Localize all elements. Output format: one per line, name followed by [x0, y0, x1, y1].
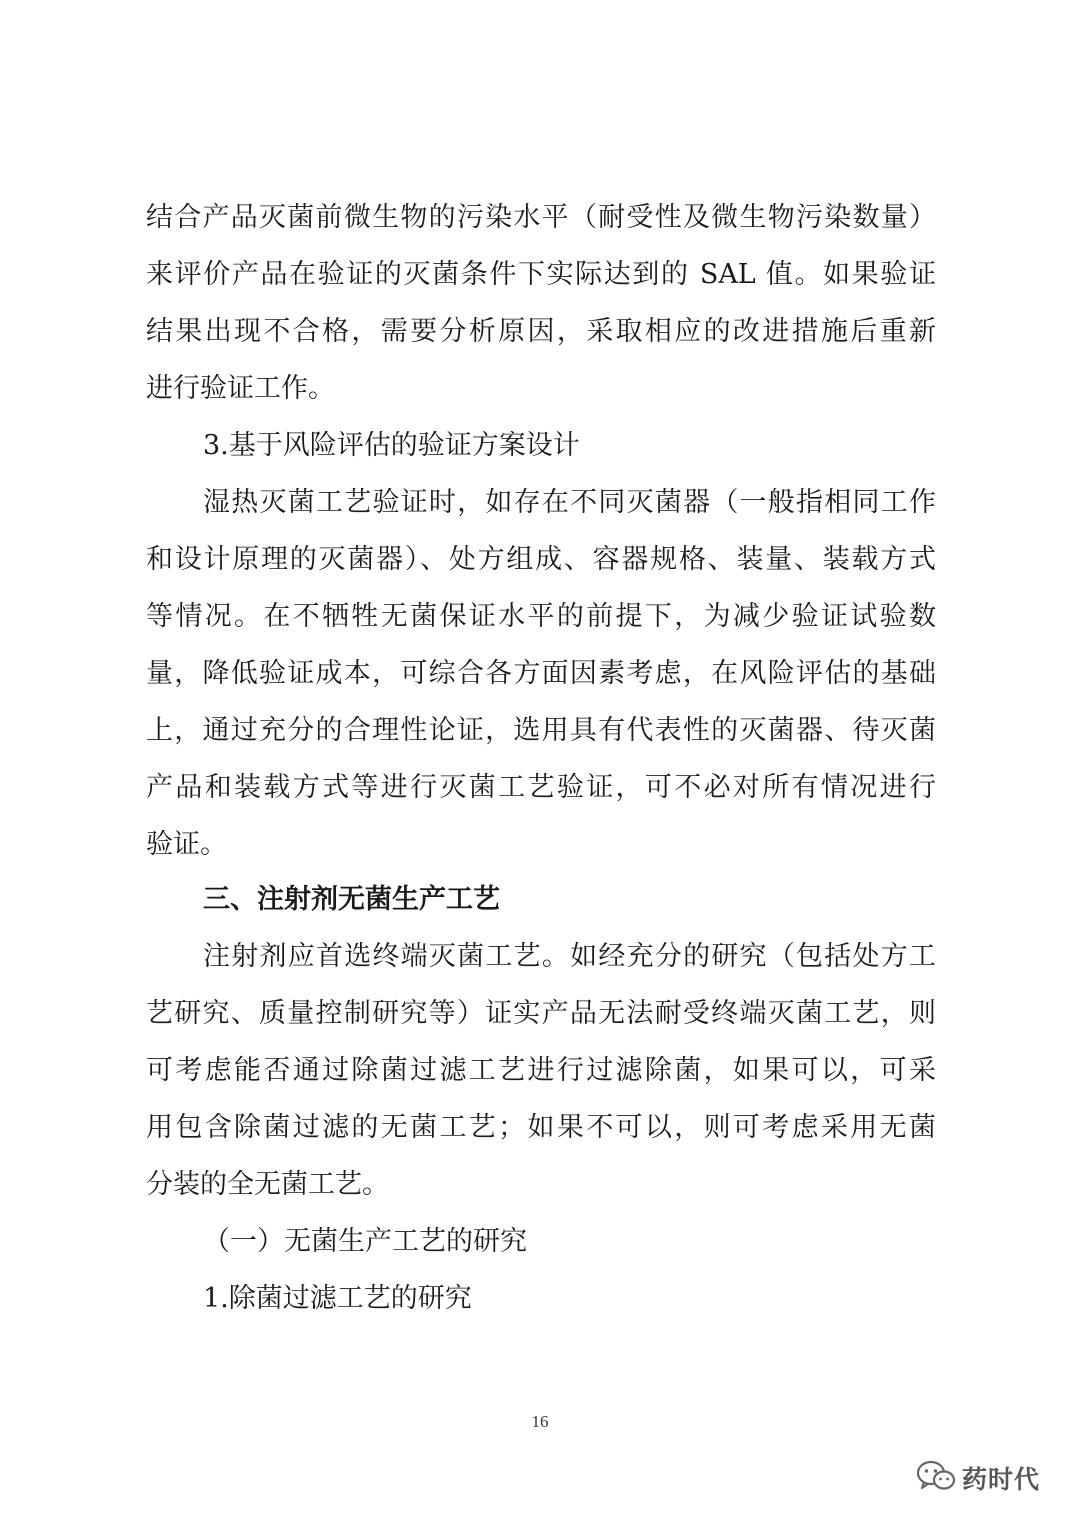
watermark-text: 药时代	[962, 1465, 1041, 1494]
page-number: 16	[531, 1412, 549, 1431]
paragraph-2-line-1: 湿热灭菌工艺验证时，如存在不同灭菌器（一般指相同工作	[203, 487, 936, 518]
paragraph-2-line-7: 验证。	[146, 829, 227, 860]
subsection-heading: 3.基于风险评估的验证方案设计	[203, 430, 580, 461]
paragraph-1-line-2: 来评价产品在验证的灭菌条件下实际达到的 SAL 值。如果验证	[146, 259, 936, 290]
paragraph-1-line-3: 结果出现不合格，需要分析原因，采取相应的改进措施后重新	[146, 316, 936, 347]
wechat-icon	[916, 1459, 956, 1497]
watermark	[916, 1456, 1040, 1500]
paragraph-2-line-6: 产品和装载方式等进行灭菌工艺验证，可不必对所有情况进行	[146, 772, 936, 803]
subheading-filtration-research: 1.除菌过滤工艺的研究	[203, 1283, 472, 1314]
section-heading: 三、注射剂无菌生产工艺	[203, 884, 500, 915]
paragraph-1-line-1: 结合产品灭菌前微生物的污染水平（耐受性及微生物污染数量）	[146, 202, 936, 233]
paragraph-2-line-4: 量，降低验证成本，可综合各方面因素考虑，在风险评估的基础	[146, 658, 936, 689]
paragraph-3-line-3: 可考虑能否通过除菌过滤工艺进行过滤除菌，如果可以，可采	[146, 1055, 936, 1086]
paragraph-2-line-3: 等情况。在不牺牲无菌保证水平的前提下，为减少验证试验数	[146, 601, 936, 632]
paragraph-3-line-2: 艺研究、质量控制研究等）证实产品无法耐受终端灭菌工艺，则	[146, 998, 936, 1029]
paragraph-2-line-5: 上，通过充分的合理性论证，选用具有代表性的灭菌器、待灭菌	[146, 715, 936, 746]
paragraph-3-line-5: 分装的全无菌工艺。	[146, 1169, 389, 1200]
subheading-aseptic-research: （一）无菌生产工艺的研究	[203, 1226, 527, 1257]
paragraph-1-line-4: 进行验证工作。	[146, 373, 335, 404]
paragraph-3-line-1: 注射剂应首选终端灭菌工艺。如经充分的研究（包括处方工	[203, 941, 936, 972]
paragraph-3-line-4: 用包含除菌过滤的无菌工艺；如果不可以，则可考虑采用无菌	[146, 1112, 936, 1143]
paragraph-2-line-2: 和设计原理的灭菌器）、处方组成、容器规格、装量、装载方式	[146, 544, 936, 575]
